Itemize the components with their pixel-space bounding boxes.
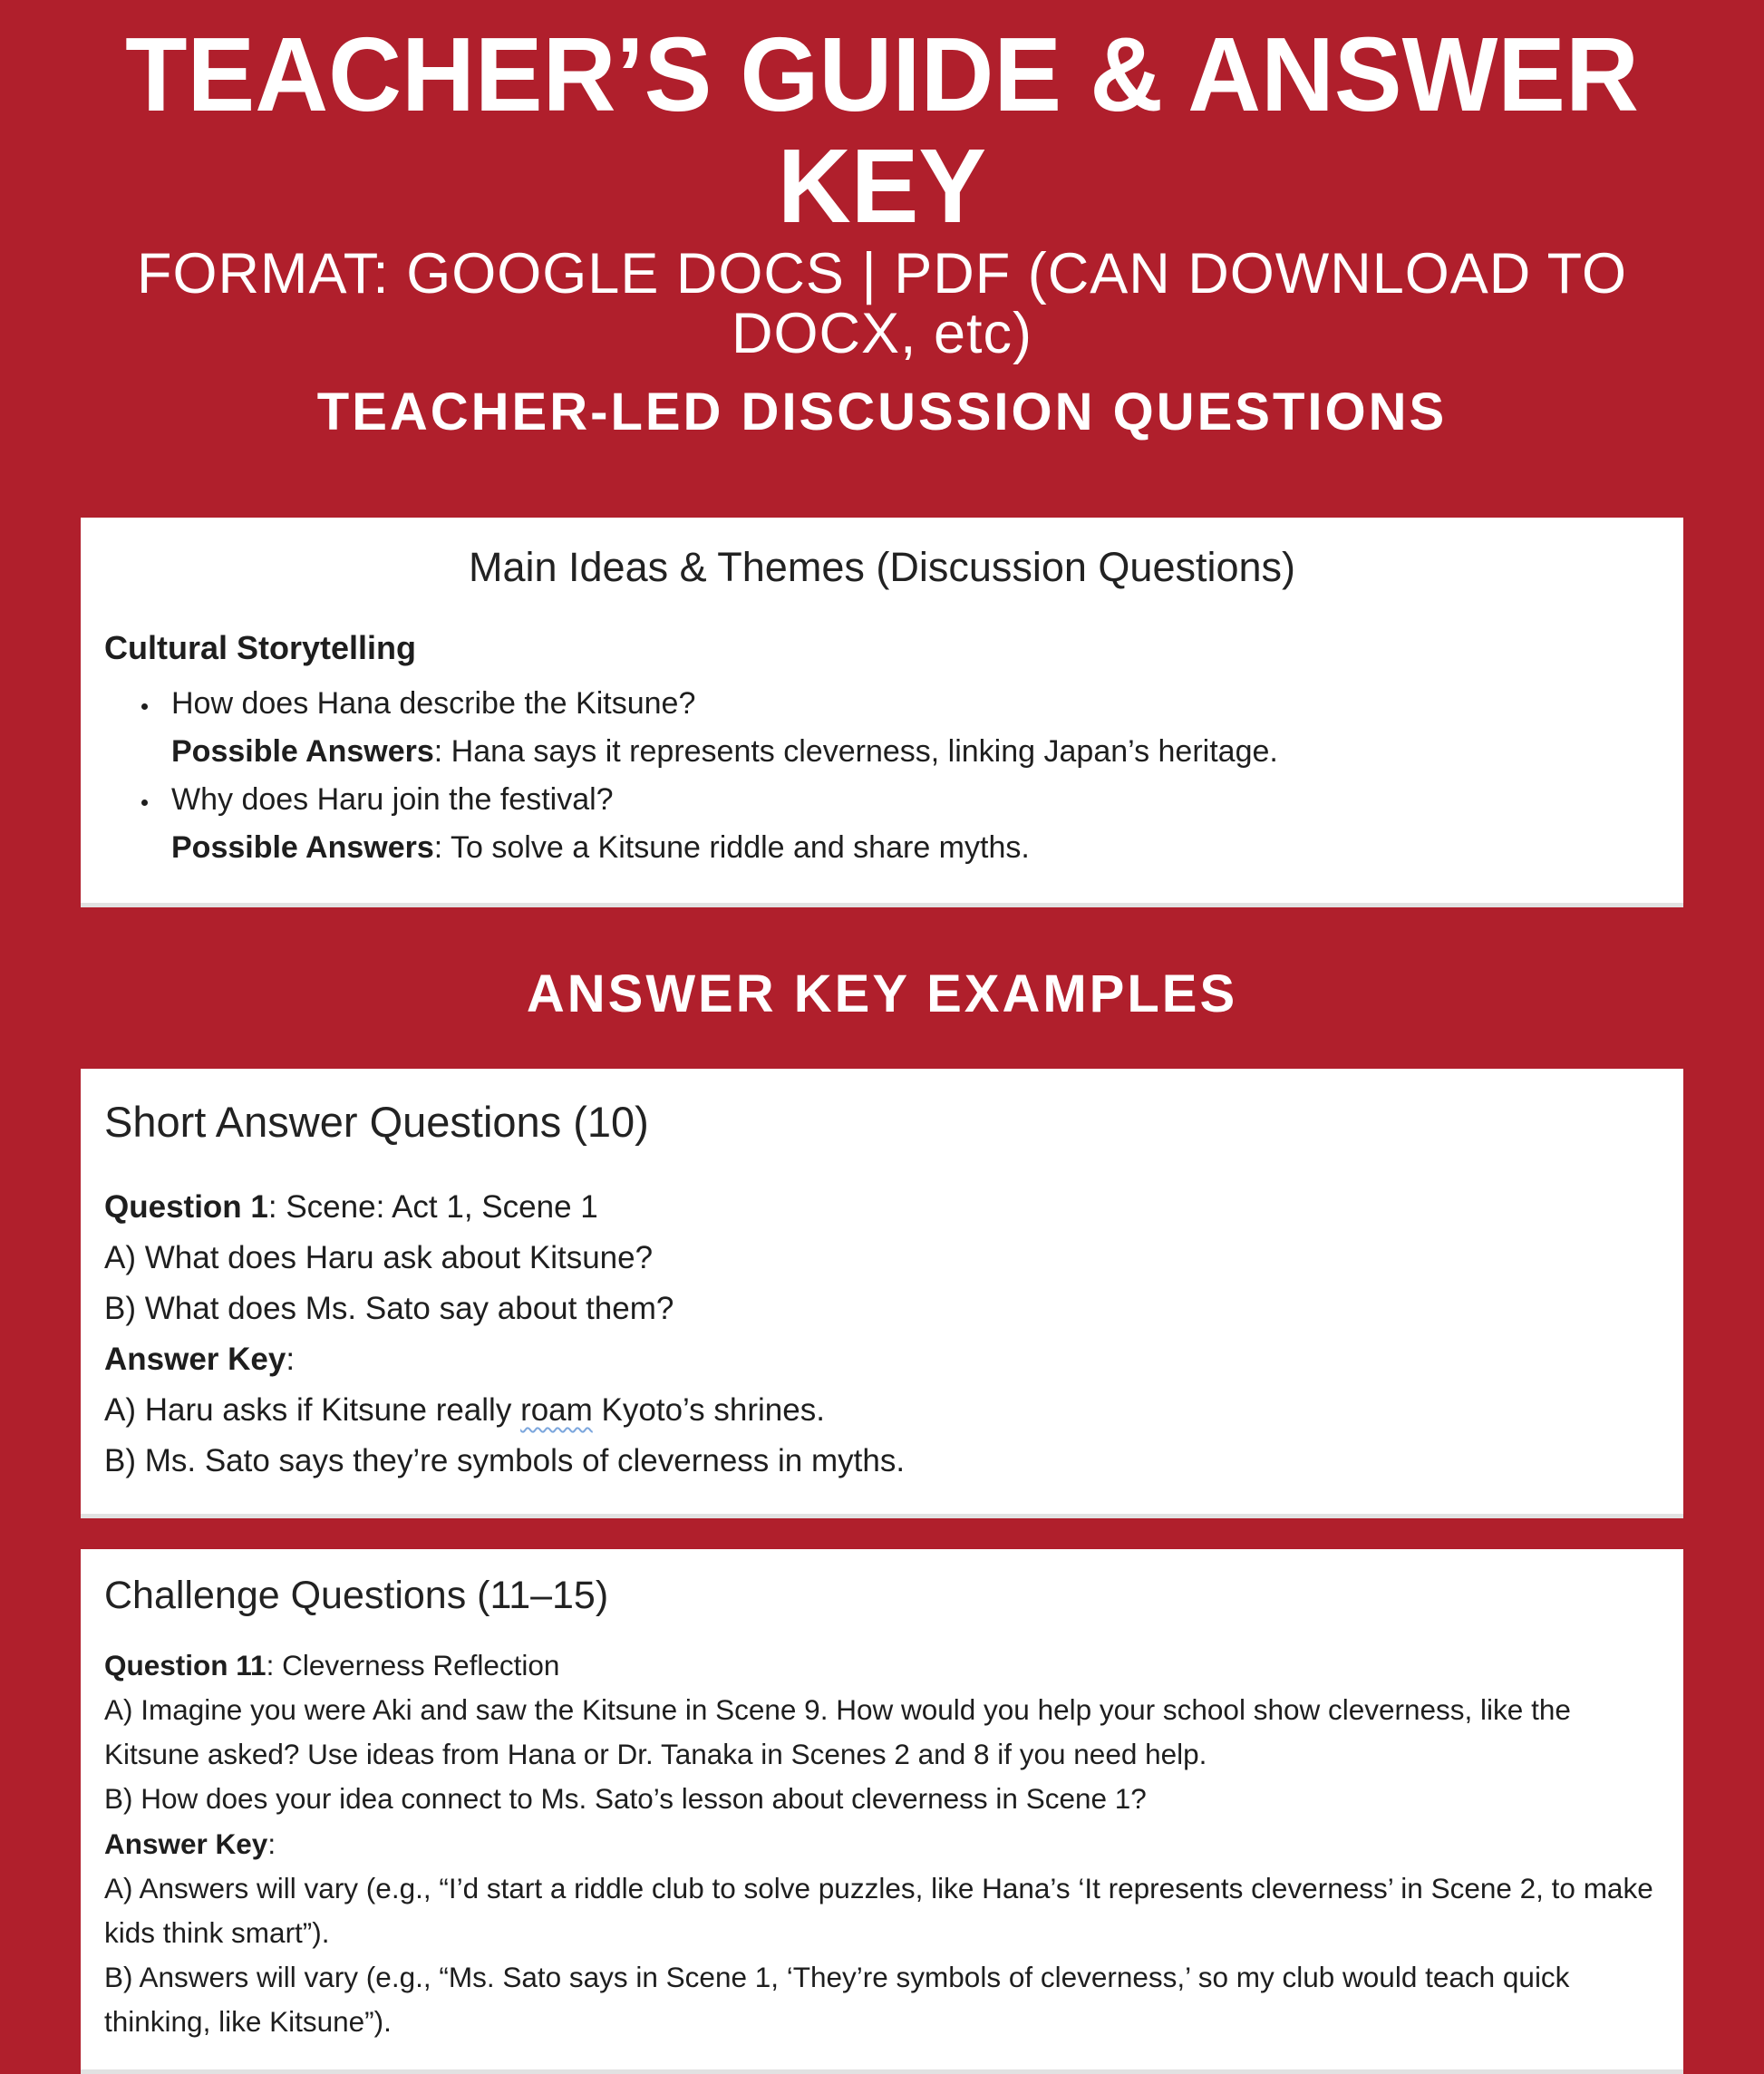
bullet-question-2: • Why does Haru join the festival? [171, 782, 614, 818]
possible-answers-label: Possible Answers [171, 830, 434, 866]
answer-a-paragraph: A) Answers will vary (e.g., “I’d start a riddle club to solve puzzles, like Hana’s ‘It represents cleverness’ in Scene 2, to make kids think smart”). [104, 1871, 1653, 1949]
answer-key-colon: : [267, 1827, 276, 1860]
section-heading-discussion: TEACHER-LED DISCUSSION QUESTIONS [316, 383, 1448, 442]
format-subtitle: FORMAT: GOOGLE DOCS | PDF (CAN DOWNLOAD TO DOCX, etc) [136, 242, 1627, 366]
list-item [160, 680, 1660, 776]
question-11-label: Question 11 [104, 1649, 267, 1682]
answer-key-line [104, 1822, 1660, 1866]
subheading-cultural-storytelling: Cultural Storytelling [104, 628, 417, 666]
question-1-line [104, 1182, 1660, 1233]
page-title: TEACHER’S GUIDE & ANSWER KEY [125, 15, 1639, 245]
card-main-ideas-themes [81, 518, 1683, 907]
answer-a-line [104, 1385, 1660, 1436]
doc-title-main-ideas: Main Ideas & Themes (Discussion Questions) [468, 544, 1296, 591]
possible-answers-label: Possible Answers [171, 734, 434, 770]
possible-answers-text: : Hana says it represents cleverness, linking Japan’s heritage. [433, 734, 1278, 770]
short-answer-body [104, 1182, 1660, 1487]
answer-key-line [104, 1334, 1660, 1385]
card-challenge-questions [81, 1549, 1683, 2074]
challenge-body [104, 1643, 1660, 2044]
question-11-part-a: A) Imagine you were Aki and saw the Kitsune in Scene 9. How would you help your school show cleverness, like the Kitsune asked? Use ideas from Hana or Dr. Tanaka in Scenes 2 and 8 if you need help. [104, 1693, 1571, 1771]
answer-key-label: Answer Key [104, 1827, 268, 1860]
bullet-answer-2 [171, 824, 1660, 872]
possible-answers-text: : To solve a Kitsune riddle and share myths. [433, 830, 1030, 866]
spellcheck-word-roam: roam [520, 1392, 593, 1429]
header [0, 15, 1764, 442]
discussion-bullet-list [104, 680, 1660, 872]
question-11-topic: : Cleverness Reflection [266, 1649, 560, 1682]
page-background [0, 15, 1764, 2039]
question-1-part-b: B) What does Ms. Sato say about them? [104, 1291, 674, 1327]
answer-key-label: Answer Key [104, 1342, 286, 1378]
bullet-answer-1 [171, 728, 1660, 776]
question-11-part-b: B) How does your idea connect to Ms. Sato’s lesson about cleverness in Scene 1? [104, 1782, 1147, 1816]
question-1-part-a: A) What does Haru ask about Kitsune? [104, 1240, 654, 1276]
question-1-scene: : Scene: Act 1, Scene 1 [267, 1189, 598, 1226]
list-item [160, 776, 1660, 872]
question-11-line [104, 1643, 1660, 1688]
answer-a-post: Kyoto’s shrines. [592, 1392, 825, 1429]
question-1-label: Question 1 [104, 1189, 268, 1226]
answer-b-line: B) Ms. Sato says they’re symbols of cleverness in myths. [104, 1443, 906, 1479]
answer-b-paragraph: B) Answers will vary (e.g., “Ms. Sato says in Scene 1, ‘They’re symbols of cleverness,’ so my club would teach quick thinking, like Kitsune”). [104, 1960, 1570, 2039]
section-heading-answer-key: ANSWER KEY EXAMPLES [526, 964, 1238, 1024]
bullet-question-1: • How does Hana describe the Kitsune? [171, 686, 696, 722]
doc-title-short-answer: Short Answer Questions (10) [104, 1098, 649, 1147]
card-short-answer-questions [81, 1069, 1683, 1518]
answer-a-pre: A) Haru asks if Kitsune really [104, 1392, 521, 1429]
answer-key-colon: : [286, 1342, 296, 1378]
doc-title-challenge: Challenge Questions (11–15) [104, 1574, 609, 1618]
